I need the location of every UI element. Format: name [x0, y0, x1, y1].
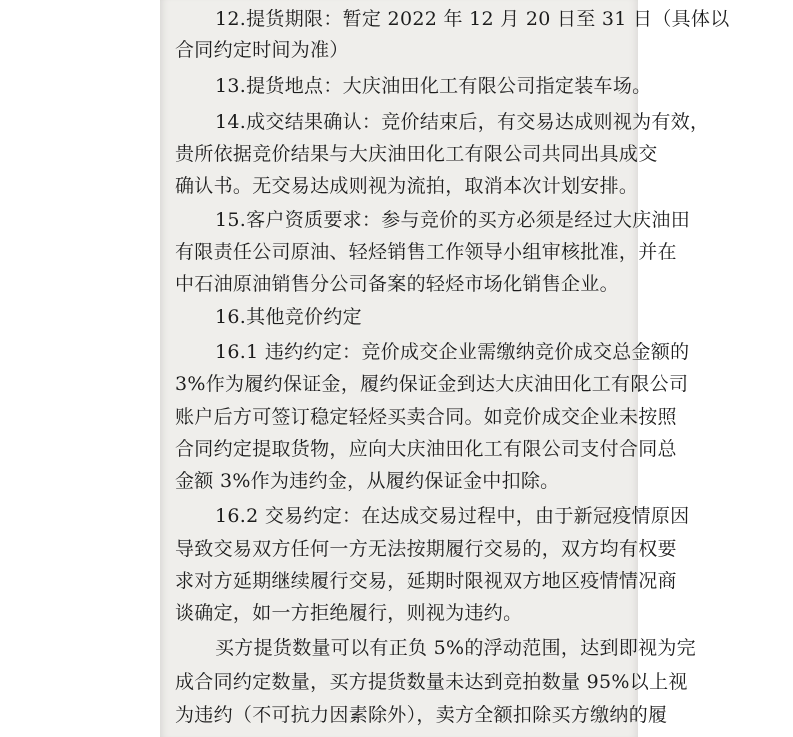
text-line: 合同约定提取货物，应向大庆油田化工有限公司支付合同总	[175, 438, 677, 460]
text-line: 求对方延期继续履行交易，延期时限视双方地区疫情情况商	[175, 570, 677, 592]
text-line: 16.2 交易约定：在达成交易过程中，由于新冠疫情原因	[215, 505, 690, 527]
section-heading: 16.其他竞价约定	[215, 306, 362, 328]
text-line: 确认书。无交易达成则视为流拍，取消本次计划安排。	[175, 175, 639, 197]
text-line: 15.客户资质要求：参与竞价的买方必须是经过大庆油田	[215, 209, 691, 231]
text-line: 金额 3%作为违约金，从履约保证金中扣除。	[175, 470, 560, 492]
text-line: 贵所依据竞价结果与大庆油田化工有限公司共同出具成交	[175, 143, 658, 165]
text-line: 导致交易双方任何一方无法按期履行交易的，双方均有权要	[175, 538, 677, 560]
text-line: 12.提货期限：暂定 2022 年 12 月 20 日至 31 日（具体以	[215, 8, 730, 30]
text-line: 16.1 违约约定：竞价成交企业需缴纳竞价成交总金额的	[215, 341, 690, 363]
text-line: 成合同约定数量，买方提货数量未达到竞拍数量 95%以上视	[175, 671, 688, 693]
text-line: 有限责任公司原油、轻烃销售工作领导小组审核批准，并在	[175, 241, 677, 263]
text-line: 账户后方可签订稳定轻烃买卖合同。如竞价成交企业未按照	[175, 406, 677, 428]
text-line: 合同约定时间为准）	[175, 39, 349, 61]
text-line: 14.成交结果确认：竞价结束后，有交易达成则视为有效，	[215, 111, 710, 133]
text-line: 13.提货地点：大庆油田化工有限公司指定装车场。	[215, 75, 652, 97]
text-line: 买方提货数量可以有正负 5%的浮动范围，达到即视为完	[215, 637, 696, 659]
text-line: 中石油原油销售分公司备案的轻烃市场化销售企业。	[175, 273, 619, 295]
text-line: 谈确定，如一方拒绝履行，则视为违约。	[175, 602, 523, 624]
text-line: 3%作为履约保证金，履约保证金到达大庆油田化工有限公司	[175, 373, 689, 395]
text-line: 为违约（不可抗力因素除外），卖方全额扣除买方缴纳的履	[175, 704, 668, 726]
